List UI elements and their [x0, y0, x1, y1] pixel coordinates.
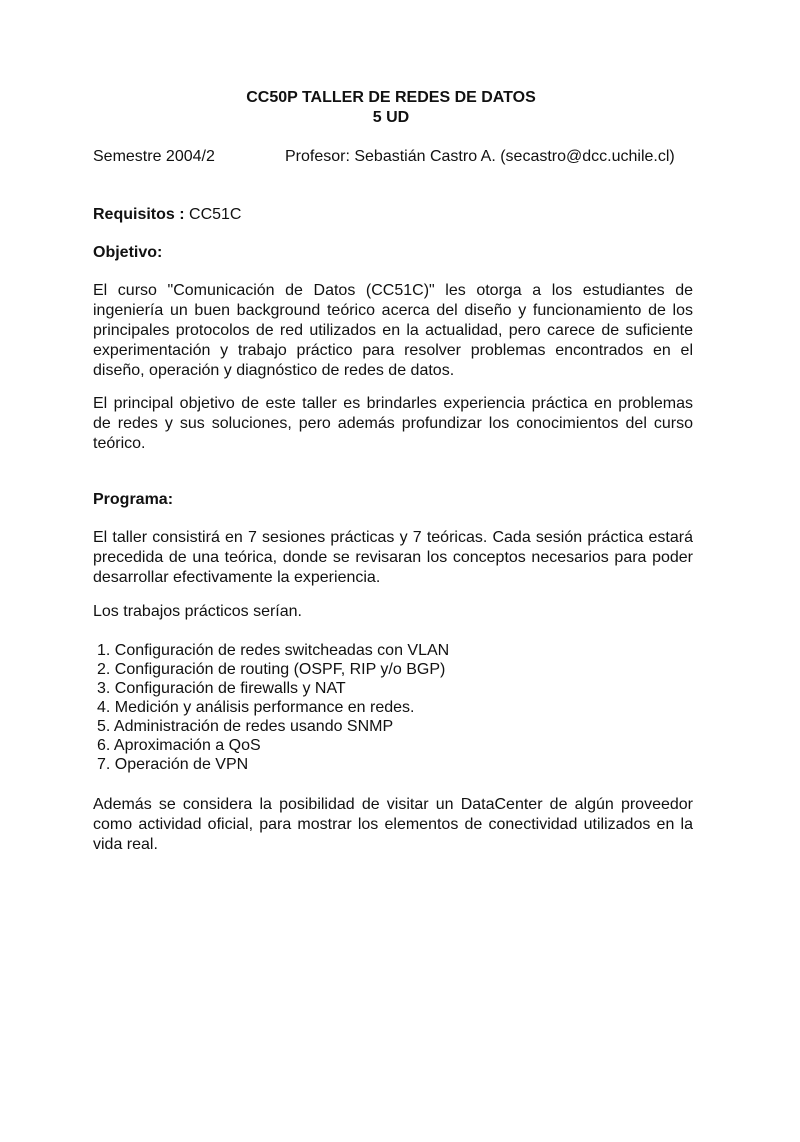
meta-row [93, 148, 713, 168]
title-block [0, 88, 782, 128]
list-item: 6. Aproximación a QoS [97, 737, 261, 754]
requirements-value: CC51C [189, 206, 242, 223]
objective-paragraph-2: El principal objetivo de este taller es brindarles experiencia práctica en problemas de redes y sus soluciones, pero además profundizar los conocimientos del curso teórico. [93, 395, 693, 452]
course-credits: 5 UD [372, 109, 410, 126]
list-item: 3. Configuración de firewalls y NAT [97, 680, 346, 697]
semester-text: Semestre 2004/2 [93, 148, 215, 165]
program-paragraph-1: El taller consistirá en 7 sesiones prácticas y 7 teóricas. Cada sesión práctica estará precedida de una teórica, donde se revisaran los conceptos necesarios para poder desarrollar efectivamente la experiencia. [93, 529, 693, 586]
list-item: 7. Operación de VPN [97, 756, 249, 773]
objective-paragraph-1: El curso "Comunicación de Datos (CC51C)" les otorga a los estudiantes de ingeniería un buen background teórico acerca del diseño y funcionamiento de los principales protocolos de red utilizados en la actualidad, pero carece de suficiente experimentación y trabajo práctico para resolver problemas encontrados en el diseño, operación y diagnóstico de redes de datos. [93, 282, 693, 379]
program-closing-paragraph: Además se considera la posibilidad de visitar un DataCenter de algún proveedor como actividad oficial, para mostrar los elementos de conectividad utilizados en la vida real. [93, 796, 693, 853]
course-title: CC50P TALLER DE REDES DE DATOS [246, 89, 536, 106]
list-item: 5. Administración de redes usando SNMP [97, 718, 394, 735]
list-item: 2. Configuración de routing (OSPF, RIP y/o BGP) [97, 661, 446, 678]
list-item: 4. Medición y análisis performance en redes. [97, 699, 415, 716]
requirements-line [93, 206, 241, 224]
professor-text: Profesor: Sebastián Castro A. (secastro@dcc.uchile.cl) [285, 148, 675, 165]
program-heading: Programa: [93, 491, 174, 508]
list-item: 1. Configuración de redes switcheadas con VLAN [97, 642, 450, 659]
program-list-intro: Los trabajos prácticos serían. [93, 603, 302, 620]
requirements-label: Requisitos : [93, 206, 185, 223]
practical-work-list [97, 641, 449, 774]
objective-heading: Objetivo: [93, 244, 163, 261]
